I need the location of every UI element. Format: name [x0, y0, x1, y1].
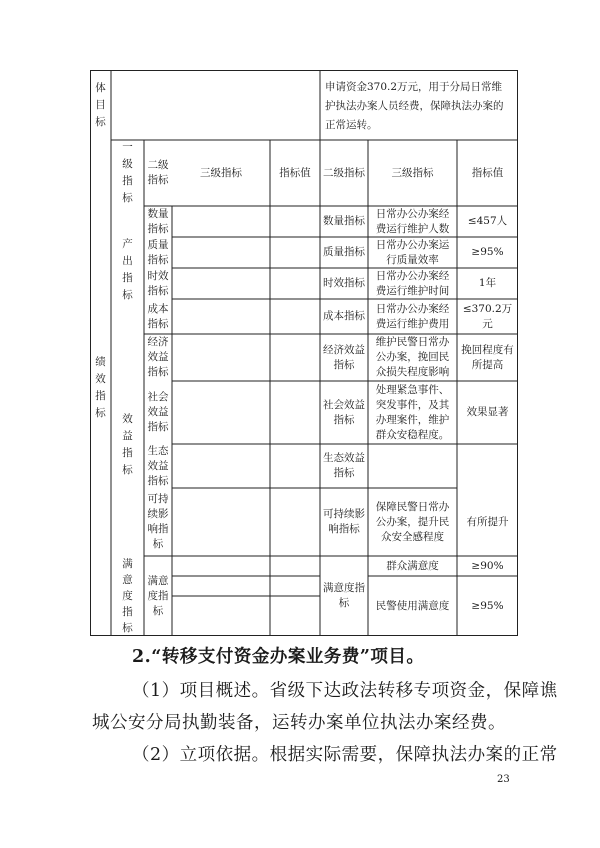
social-description: 处理紧急事件、突发事件，及其办理案件，维护群众安稳程度。	[375, 383, 450, 441]
public-satisfaction-value: ≥90%	[471, 559, 504, 572]
label-char: 意	[122, 574, 133, 586]
label-char: 指	[122, 175, 133, 187]
cost-indicator-right: 成本指标	[323, 310, 365, 322]
cost-indicator-left: 成本指标	[147, 302, 169, 330]
cost-description: 日常办公办案经费运行维护费用	[375, 302, 450, 330]
economic-description: 维护民警日常办公办案，挽回民众损失程度影响	[375, 336, 450, 378]
quantity-indicator-right: 数量指标	[323, 215, 365, 227]
paragraph-2-line-1: （2）立项依据。根据实际需要，保障执法办案的正常	[132, 745, 558, 765]
label-char: 满	[122, 558, 133, 570]
page-number: 23	[497, 774, 510, 785]
satisfaction-indicator-left: 满意度指标	[147, 574, 169, 617]
label-char: 益	[122, 430, 133, 442]
label-char: 出	[122, 255, 133, 267]
label-char: 标	[122, 464, 133, 476]
performance-label	[90, 140, 111, 636]
header-level3-a: 三级指标	[200, 166, 242, 179]
label-char: 指	[122, 606, 133, 618]
label-char: 效	[95, 373, 106, 385]
public-satisfaction-description: 群众满意度	[386, 559, 439, 572]
header-value-b: 指标值	[471, 166, 504, 179]
quality-indicator-left: 质量指标	[147, 238, 169, 266]
ecological-description	[368, 444, 457, 488]
label-char: 度	[122, 590, 133, 602]
section-heading: 2.“转移支付资金办案业务费”项目。	[132, 647, 425, 667]
social-indicator-left: 社会效益指标	[147, 391, 169, 433]
header-level3-b: 三级指标	[391, 166, 434, 179]
header-value-a: 指标值	[279, 166, 311, 179]
label-char: 指	[122, 447, 133, 459]
benefit-indicator-label	[111, 334, 144, 556]
label-char: 指	[122, 272, 133, 284]
label-char: 标	[95, 115, 106, 128]
timeliness-indicator-left: 时效指标	[147, 269, 169, 297]
label-char: 标	[122, 192, 133, 204]
police-satisfaction-value: ≥95%	[471, 599, 504, 612]
satisfaction-indicator-right: 满意度指标	[323, 582, 365, 609]
label-char: 标	[122, 622, 133, 634]
target-description: 申请资金370.2万元，用于分局日常维护执法办案人员经费，保障执法办案的正常运转。	[325, 80, 504, 131]
timeliness-description: 日常办公办案经费运行维护时间	[375, 269, 450, 297]
quantity-description: 日常办公办案经费运行维护人数	[375, 207, 450, 235]
quality-description: 日常办公办案运行质量效率	[375, 238, 450, 266]
label-char: 级	[122, 158, 133, 170]
label-char: 绩	[95, 356, 106, 368]
header-level1	[111, 140, 144, 206]
header-level2-a: 二级指标	[147, 159, 169, 186]
quantity-value: ≤457人	[467, 215, 508, 227]
label-char: 目	[95, 98, 106, 111]
sustainable-indicator-left: 可持续影响指标	[147, 493, 169, 550]
paragraph-1-line-2: 城公安分局执勤装备，运转办案单位执法办案经费。	[92, 713, 506, 733]
label-char: 体	[95, 81, 106, 94]
police-satisfaction-description: 民警使用满意度	[375, 599, 450, 612]
quality-value: ≥95%	[471, 246, 504, 258]
header-level2-b: 二级指标	[323, 166, 365, 179]
satisfaction-indicator-label	[111, 556, 144, 636]
quality-indicator-right: 质量指标	[323, 246, 365, 258]
label-char: 效	[122, 413, 133, 425]
social-indicator-right: 社会效益指标	[323, 398, 365, 426]
label-char: 一	[122, 141, 133, 153]
label-char: 标	[95, 407, 106, 419]
economic-indicator-right: 经济效益指标	[323, 343, 365, 371]
sustainable-description: 保障民警日常办公办案，提升民众安全感程度	[375, 500, 450, 543]
label-char: 指	[95, 390, 106, 402]
economic-value: 挽回程度有所提高	[461, 343, 514, 371]
performance-table	[90, 70, 518, 636]
label-char: 标	[122, 289, 133, 301]
output-indicator-label	[111, 206, 144, 334]
label-char: 产	[122, 238, 133, 250]
timeliness-value: 1年	[478, 277, 497, 289]
sustainable-value: 有所提升	[466, 515, 509, 528]
timeliness-indicator-right: 时效指标	[323, 277, 365, 289]
paragraph-1-line-1: （1）项目概述。省级下达政法转移专项资金，保障谯	[132, 681, 558, 701]
ecological-indicator-right: 生态效益指标	[323, 452, 365, 479]
sustainable-indicator-right: 可持续影响指标	[323, 508, 365, 535]
ecological-indicator-left: 生态效益指标	[147, 444, 169, 487]
social-value: 效果显著	[466, 406, 509, 418]
economic-indicator-left: 经济效益指标	[147, 336, 169, 378]
target-row-label	[90, 70, 111, 140]
cost-value: ≤370.2万元	[462, 302, 513, 330]
quantity-indicator-left: 数量指标	[147, 207, 169, 235]
